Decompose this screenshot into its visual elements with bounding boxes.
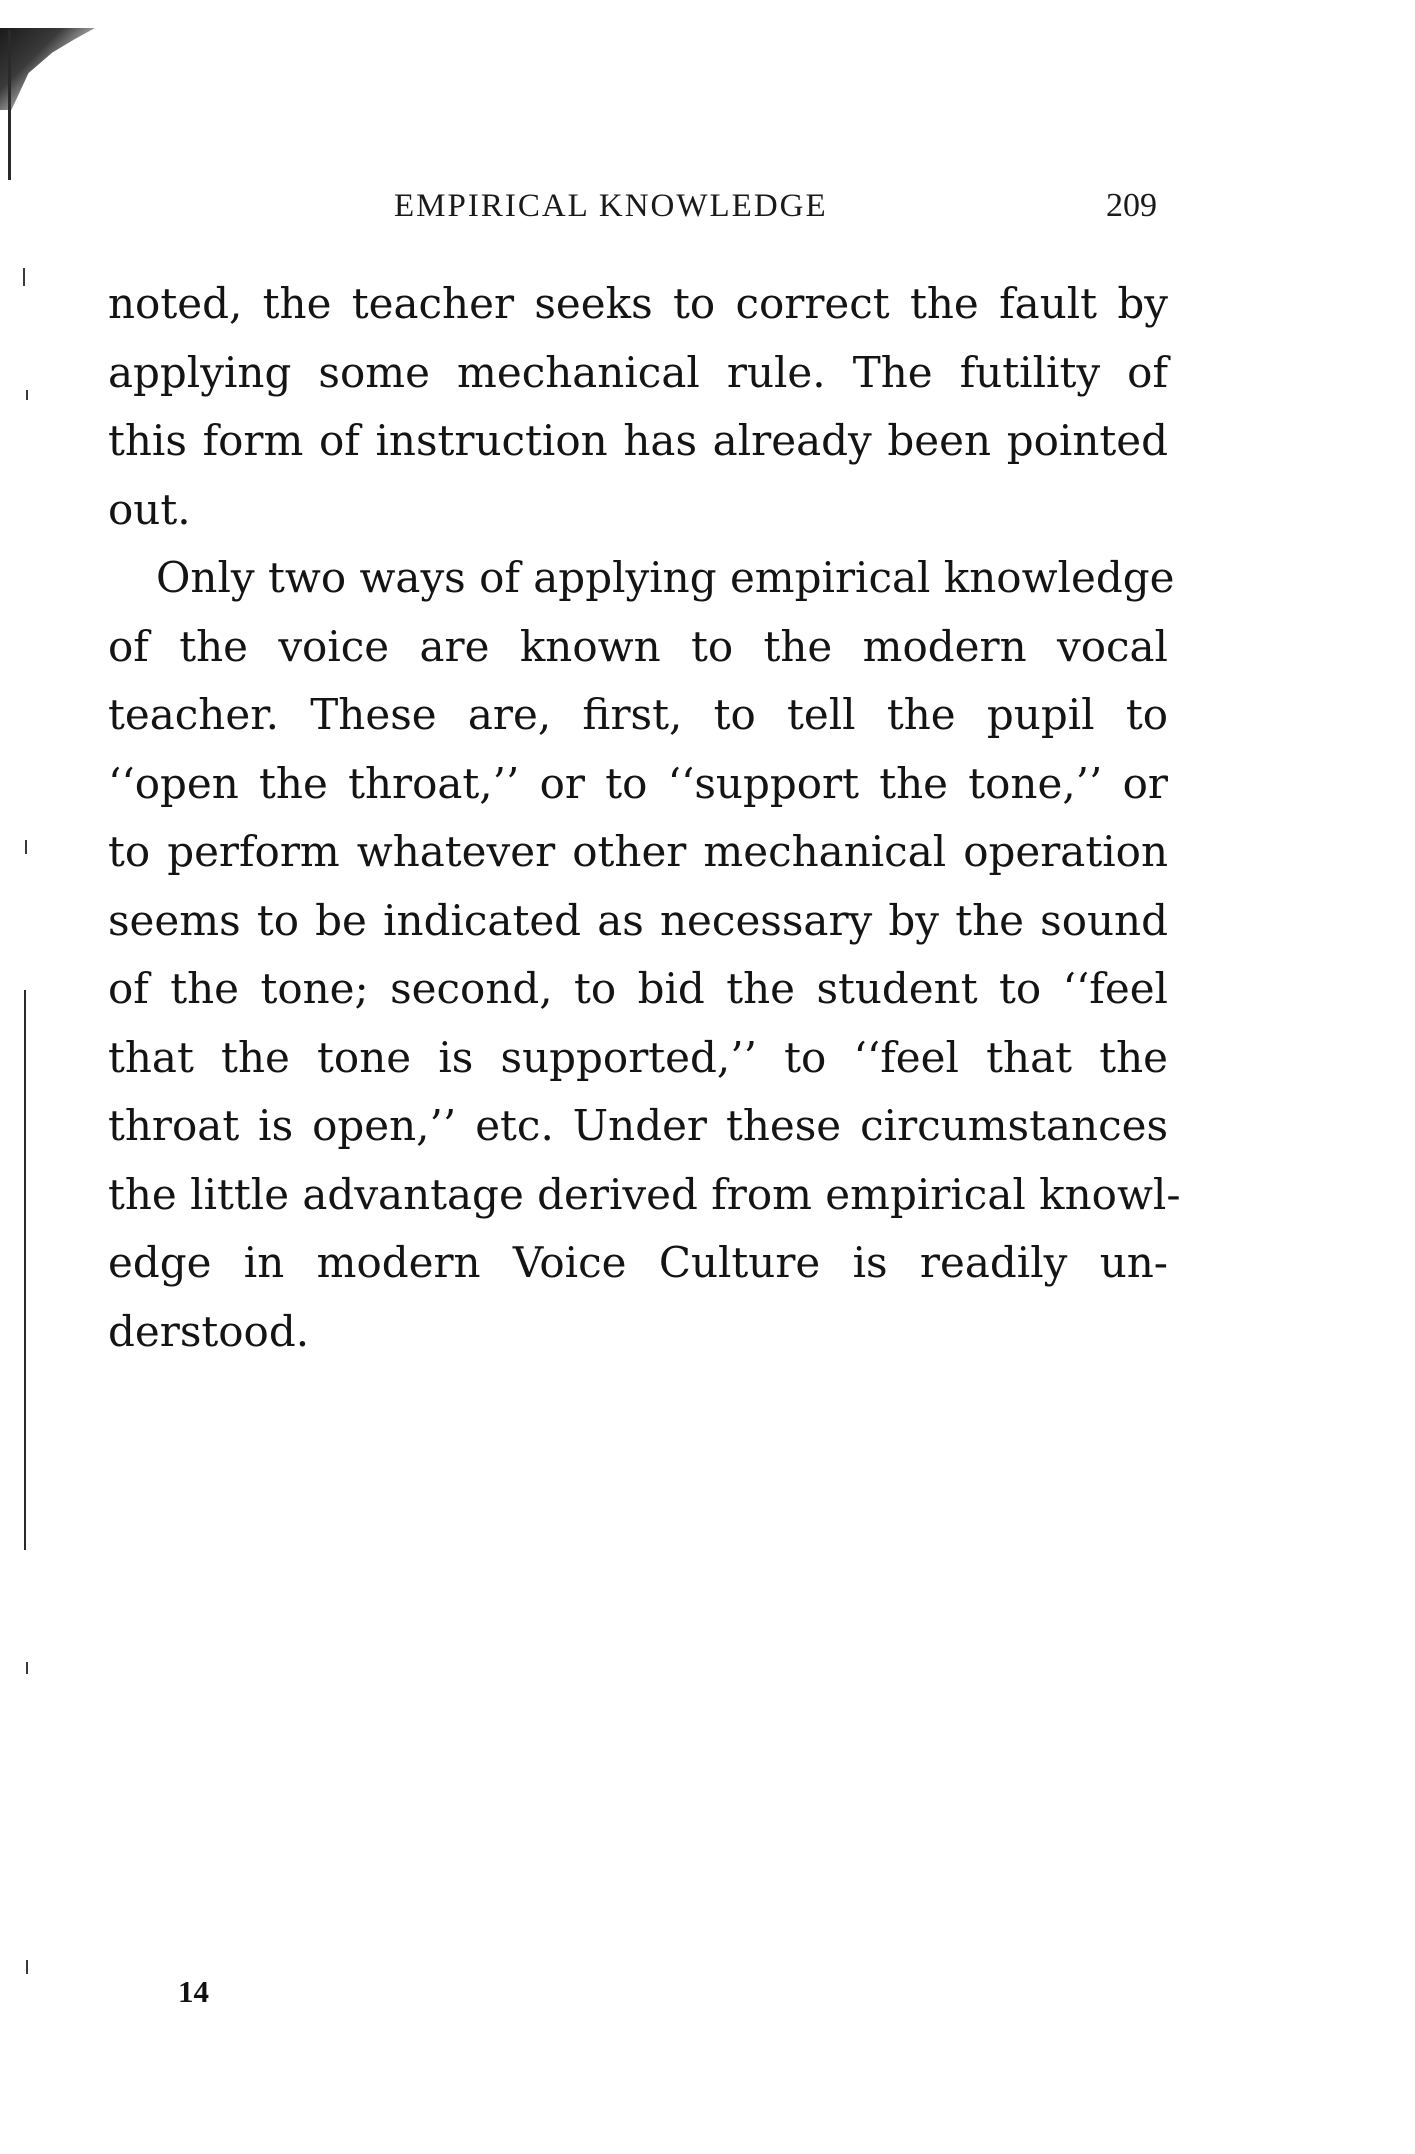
text-line: of the voice are known to the modern vocal [108, 621, 1168, 671]
scan-corner-artifact [0, 28, 95, 110]
text-line: edge in modern Voice Culture is readily un- [108, 1238, 1168, 1287]
running-title: EMPIRICAL KNOWLEDGE [394, 188, 828, 224]
text-line: derstood. [108, 1306, 310, 1356]
scan-edge-line [24, 990, 26, 1550]
scan-edge-tick [26, 1662, 28, 1674]
scan-edge-tick [26, 1960, 28, 1974]
text-line: teacher. These are, first, to tell the pupil to [108, 690, 1168, 739]
text-line: Only two ways of applying empirical knowledge [156, 553, 1175, 602]
page-number: 209 [1106, 187, 1157, 224]
text-line: to perform whatever other mechanical operation [108, 827, 1168, 876]
scan-edge-tick [23, 268, 25, 286]
signature-mark: 14 [178, 1974, 209, 2009]
text-line: of the tone; second, to bid the student to ‘‘feel [108, 964, 1168, 1013]
text-line: the little advantage derived from empirical knowl- [108, 1169, 1181, 1219]
text-line: applying some mechanical rule. The futility of [108, 347, 1168, 397]
text-line: throat is open,’’ etc. Under these circumstances [108, 1101, 1168, 1150]
scan-edge-tick [26, 390, 28, 400]
text-line: ‘‘open the throat,’’ or to ‘‘support the tone,’’ or [108, 758, 1168, 808]
text-line: seems to be indicated as necessary by the sound [108, 895, 1168, 945]
scan-edge-tick [25, 840, 27, 854]
text-line: out. [108, 484, 191, 534]
body-text [108, 270, 1181, 1366]
text-line: noted, the teacher seeks to correct the fault by [108, 279, 1168, 328]
text-line: that the tone is supported,’’ to ‘‘feel that the [108, 1032, 1168, 1082]
scan-edge-line [8, 30, 11, 180]
text-line: this form of instruction has already been pointed [108, 416, 1168, 465]
